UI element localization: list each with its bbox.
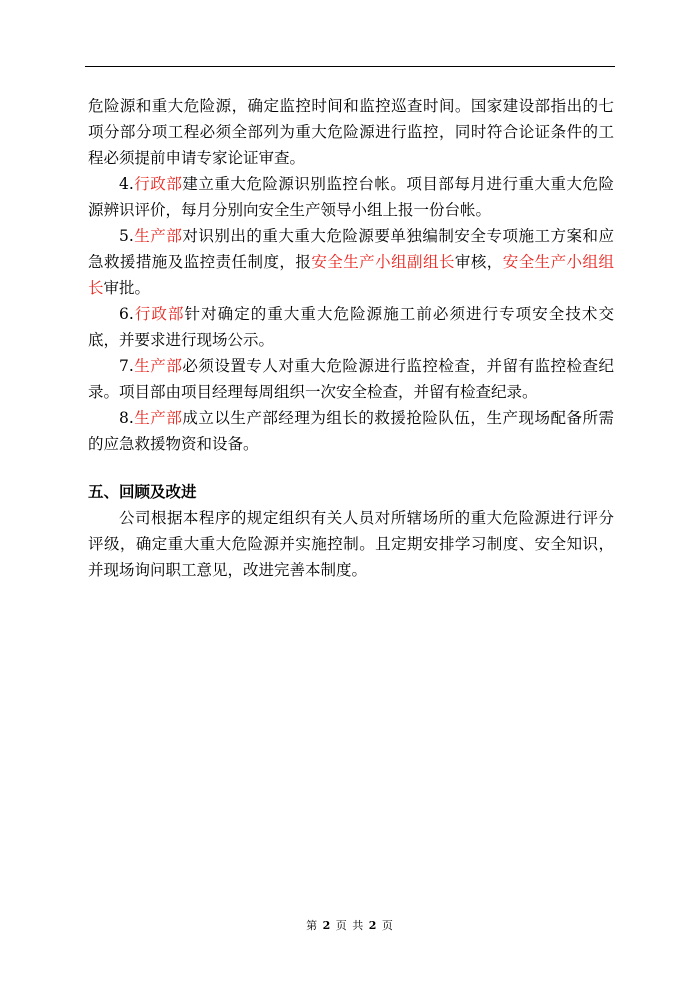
item-7-number: 7. xyxy=(119,357,134,375)
item-7 xyxy=(88,353,614,405)
item-6-text: 针对确定的重大重大危险源施工前必须进行专项安全技术交底，并要求进行现场公示。 xyxy=(88,305,614,349)
section-heading-review: 五、回顾及改进 xyxy=(88,483,197,501)
footer-total-pages: 2 xyxy=(368,919,378,932)
item-8-number: 8. xyxy=(119,409,134,427)
item-5-text-b: 审核， xyxy=(454,253,503,271)
item-7-text: 必须设置专人对重大危险源进行监控检查，并留有监控检查纪录。项目部由项目经理每周组织一次安全检查，并留有检查纪录。 xyxy=(88,357,614,401)
item-8-text: 成立以生产部经理为组长的救援抢险队伍，生产现场配备所需的应急救援物资和设备。 xyxy=(88,409,614,453)
item-7-department: 生产部 xyxy=(133,357,183,375)
item-8 xyxy=(88,405,614,457)
item-5-text-c: 审批。 xyxy=(103,279,151,297)
item-5-number: 5. xyxy=(119,227,134,245)
item-5-role-leader: 安全生产小组组长 xyxy=(88,253,614,297)
continuation-paragraph: 危险源和重大危险源，确定监控时间和监控巡查时间。国家建设部指出的七项分部分项工程必须全部列为重大危险源进行监控，同时符合论证条件的工程必须提前申请专家论证审查。 xyxy=(88,97,614,167)
item-6-department: 行政部 xyxy=(133,305,185,323)
footer-middle: 页 共 xyxy=(335,919,365,932)
item-5 xyxy=(88,223,614,301)
item-5-role-deputy: 安全生产小组副组长 xyxy=(311,253,455,271)
footer-suffix: 页 xyxy=(381,919,394,932)
footer-prefix: 第 xyxy=(306,919,319,932)
section-review-paragraph: 公司根据本程序的规定组织有关人员对所辖场所的重大危险源进行评分评级，确定重大重大危险源并实施控制。且定期安排学习制度、安全知识，并现场询问职工意见，改进完善本制度。 xyxy=(88,509,614,579)
page-footer xyxy=(0,917,700,933)
footer-current-page: 2 xyxy=(322,919,332,932)
item-4-number: 4. xyxy=(119,175,134,193)
header-rule xyxy=(85,66,615,67)
item-5-text-a: 对识别出的重大重大危险源要单独编制安全专项施工方案和应急救援措施及监控责任制度，报 xyxy=(88,227,614,271)
document-body xyxy=(88,93,614,583)
item-4-text: 建立重大危险源识别监控台帐。项目部每月进行重大重大危险源辨识评价，每月分别向安全生产领导小组上报一份台帐。 xyxy=(88,175,614,219)
item-5-department: 生产部 xyxy=(133,227,183,245)
item-4 xyxy=(88,171,614,223)
item-8-department: 生产部 xyxy=(133,409,183,427)
item-4-department: 行政部 xyxy=(133,175,183,193)
item-6-number: 6. xyxy=(119,305,134,323)
item-6 xyxy=(88,301,614,353)
